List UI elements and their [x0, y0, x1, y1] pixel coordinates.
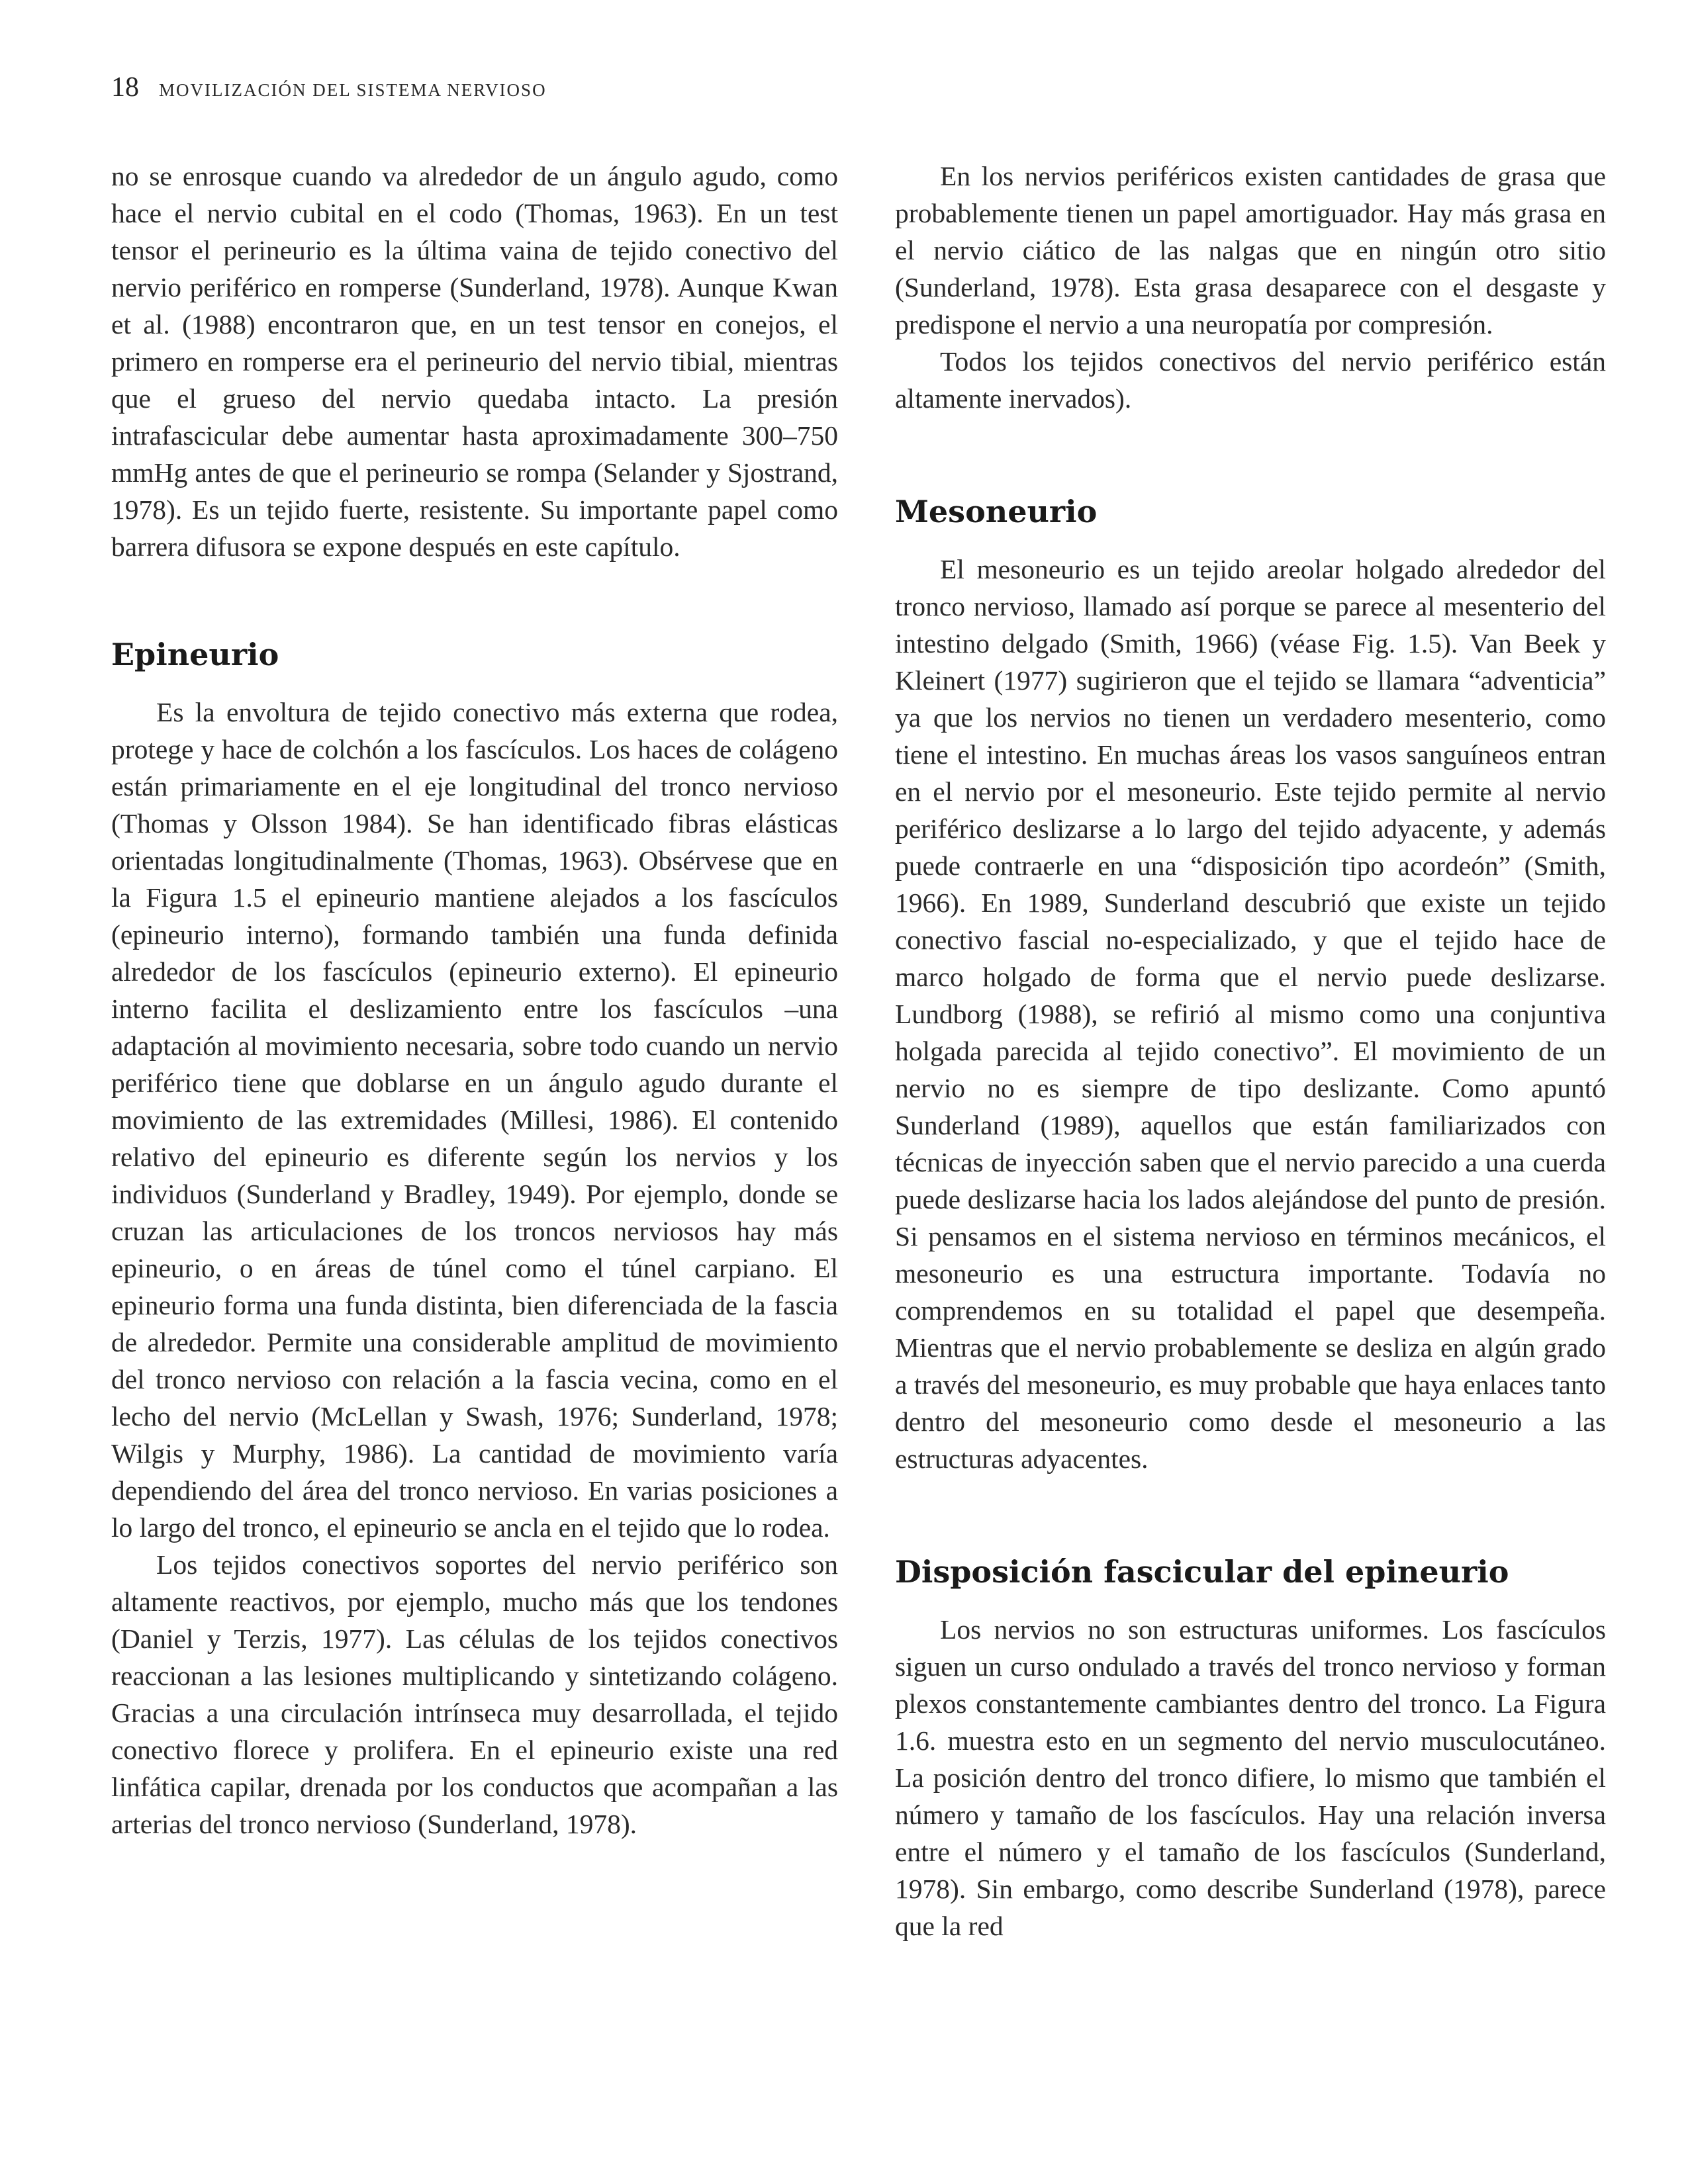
paragraph-epineurio: Es la envoltura de tejido conectivo más externa que rodea, protege y hace de colchón a los fascículos. Los haces de colágeno están primariamente en el eje longitudinal del tronco nervioso (Thomas y Olsson 1984). Se han identificado fibras elásticas orientadas longitudinalmente (Thomas, 1963). Obsérvese que en la Figura 1.5 el epineurio mantiene alejados a los fascículos (epineurio interno), formando también una funda definida alrededor de los fascículos (epineurio externo). El epineurio interno facilita el deslizamiento entre los fascículos –una adaptación al movimiento necesaria, sobre todo cuando un nervio periférico tiene que doblarse en un ángulo agudo durante el movimiento de las extremidades (Millesi, 1986). El contenido relativo del epineurio es diferente según los nervios y los individuos (Sunderland y Bradley, 1949). Por ejemplo, donde se cruzan las articulaciones de los troncos nerviosos hay más epineurio, o en áreas de túnel como el túnel carpiano. El epineurio forma una funda distinta, bien diferenciada de la fascia de alrededor. Permite una considerable amplitud de movimiento del tronco nervioso con relación a la fascia vecina, como en el lecho del nervio (McLellan y Swash, 1976; Sunderland, 1978; Wilgis y Murphy, 1986). La cantidad de movimiento varía dependiendo del área del tronco nervioso. En varias posiciones a lo largo del tronco, el epineurio se ancla en el tejido que lo rodea.	[111, 697, 838, 1543]
running-head	[111, 71, 547, 103]
paragraph-perineurio-continuation: no se enrosque cuando va alrededor de un ángulo agudo, como hace el nervio cubital en el codo (Thomas, 1963). En un test tensor el perineurio es la última vaina de tejido conectivo del nervio periférico en romperse (Sunderland, 1978). Aunque Kwan et al. (1988) encontraron que, en un test tensor en conejos, el primero en romperse era el perineurio del nervio tibial, mientras que el grueso del nervio quedaba intacto. La presión intrafascicular debe aumentar hasta aproximadamente 300–750 mmHg antes de que el perineurio se rompa (Selander y Sjostrand, 1978). Es un tejido fuerte, resistente. Su importante papel como barrera difusora se expone después en este capítulo.	[111, 161, 838, 562]
heading-epineurio: Epineurio	[111, 637, 279, 672]
paragraph-inervados: Todos los tejidos conectivos del nervio periférico están altamente inervados).	[895, 346, 1606, 414]
running-title: MOVILIZACIÓN DEL SISTEMA NERVIOSO	[159, 80, 547, 100]
page-number: 18	[111, 72, 139, 103]
heading-disposicion-fascicular: Disposición fascicular del epineurio	[895, 1554, 1509, 1590]
paragraph-grasa: En los nervios periféricos existen cantidades de grasa que probablemente tienen un papel amortiguador. Hay más grasa en el nervio ciático de las nalgas que en ningún otro sitio (Sunderland, 1978). Esta grasa desaparece con el desgaste y predispone el nervio a una neuropatía por compresión.	[895, 161, 1606, 340]
left-column	[111, 158, 838, 1843]
heading-mesoneurio: Mesoneurio	[895, 494, 1098, 529]
paragraph-mesoneurio: El mesoneurio es un tejido areolar holgado alrededor del tronco nervioso, llamado así porque se parece al mesenterio del intestino delgado (Smith, 1966) (véase Fig. 1.5). Van Beek y Kleinert (1977) sugirieron que el tejido se llamara “adventicia” ya que los nervios no tienen un verdadero mesenterio, como tiene el intestino. En muchas áreas los vasos sanguíneos entran en el nervio por el mesoneurio. Este tejido permite al nervio periférico deslizarse a lo largo del tejido adyacente, y además puede contraerle en una “disposición tipo acordeón” (Smith, 1966). En 1989, Sunderland descubrió que existe un tejido conectivo fascial no-especializado, y que el tejido hace de marco holgado de forma que el nervio puede deslizarse. Lundborg (1988), se refirió al mismo como una conjuntiva holgada parecida al tejido conectivo”. El movimiento de un nervio no es siempre de tipo deslizante. Como apuntó Sunderland (1989), aquellos que están familiarizados con técnicas de inyección saben que el nervio parecido a una cuerda puede deslizarse hacia los lados alejándose del punto de presión. Si pensamos en el sistema nervioso en términos mecánicos, el mesoneurio es una estructura importante. Todavía no comprendemos en su totalidad el papel que desempeña. Mientras que el nervio probablemente se desliza en algún grado a través del mesoneurio, es muy probable que haya enlaces tanto dentro del mesoneurio como desde el mesoneurio a las estructuras adyacentes.	[895, 554, 1606, 1474]
paragraph-disposicion: Los nervios no son estructuras uniformes. Los fascículos siguen un curso ondulado a través del tronco nervioso y forman plexos constantemente cambiantes dentro del tronco. La Figura 1.6. muestra esto en un segmento del nervio musculocutáneo. La posición dentro del tronco difiere, lo mismo que también el número y tamaño de los fascículos. Hay una relación inversa entre el número y el tamaño de los fascículos (Sunderland, 1978). Sin embargo, como describe Sunderland (1978), parece que la red	[895, 1614, 1606, 1941]
paragraph-tejidos-conectivos: Los tejidos conectivos soportes del nervio periférico son altamente reactivos, por ejemplo, mucho más que los tendones (Daniel y Terzis, 1977). Las células de los tejidos conectivos reaccionan a las lesiones multiplicando y sintetizando colágeno. Gracias a una circulación intrínseca muy desarrollada, el tejido conectivo florece y prolifera. En el epineurio existe una red linfática capilar, drenada por los conductos que acompañan a las arterias del tronco nervioso (Sunderland, 1978).	[111, 1549, 838, 1839]
right-column	[895, 158, 1606, 1944]
